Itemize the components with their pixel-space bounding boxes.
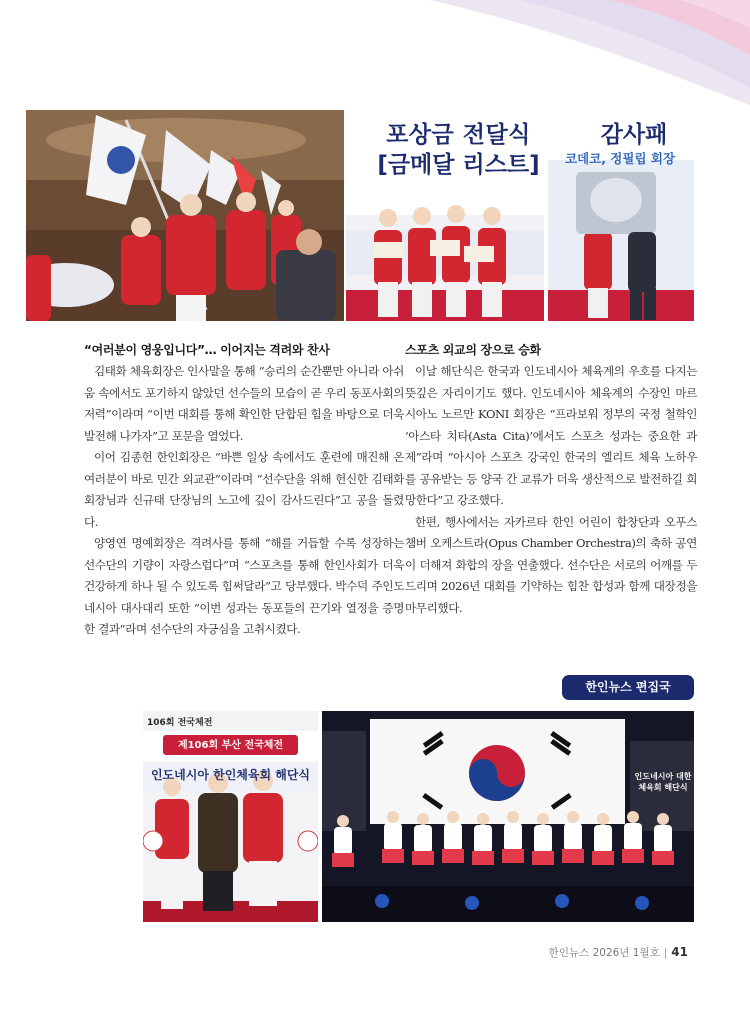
left-paragraph-3: 양영연 명예회장은 격려사를 통해 “해를 거듭할 수록 성장하는 선수단의 기량이 자랑스럽다”며 “스포츠를 통해 한인사회가 더욱 건강하게 하나 될 수 있도록 힘써달라”고 당부했다. 박수덕 주인도네시아 대사대리 또한 “이번 성과는 동포들의 끈기와 열정을 증명한 결과”라며 선수단의 자긍심을 고취시켰다.	[84, 536, 404, 636]
choir-banner-text: 인도네시아 대한체육회 해단식	[634, 772, 692, 792]
photo-award-ceremony	[346, 110, 694, 321]
group-banner-main: 제106회 부산 전국체전	[177, 740, 284, 751]
plaque-title: 감사패	[600, 122, 668, 148]
right-paragraph-1: 이날 해단식은 한국과 인도네시아 체육계의 우호를 다지는 뜻깊은 자리이기도 했다. 인도네시아 체육계의 수장인 마르시아노 노르만 KONI 회장은 “프라보워 정부의 국정 철학인 ‘아스타 치타(Asta Cita)’에서도 스포츠 성과는 중요한 과제”라며 “아시아 스포츠 강국인 한국의 엘리트 체육 노하우를 공유받는 등 양국 간 교류가 더욱 생산적으로 발전하길 희망한다”고 강조했다.	[405, 364, 697, 507]
left-paragraph-1: 김태화 체육회장은 인사말을 통해 “승리의 순간뿐만 아니라 아쉬움 속에서도 포기하지 않았던 선수들의 모습이 곧 우리 동포사회의 저력”이라며 “이번 대회를 통해 확인한 단합된 힘을 바탕으로 더욱 발전해 나가자”고 포문을 열었다.	[84, 364, 404, 443]
photo-flag-parade	[26, 110, 344, 321]
article-left-column	[84, 340, 404, 641]
header-decoration	[0, 0, 750, 110]
page-footer	[549, 945, 688, 960]
photo-children-choir	[322, 711, 694, 922]
footer-publication: 한인뉴스 2026년 1월호	[548, 947, 660, 959]
left-heading: “여러분이 영웅입니다”… 이어지는 격려와 찬사	[84, 343, 330, 357]
right-paragraph-2: 한편, 행사에서는 자카르타 한인 어린이 합창단과 오푸스 챔버 오케스트라(Opus Chamber Orchestra)의 축하 공연이 더해져 화합의 장을 연출했다. 선수단은 서로의 어깨를 두드리며 2026년 대회를 기약하는 힘찬 합성과 함께 대장정을 마무리했다.	[405, 514, 697, 615]
left-paragraph-2: 이어 김종헌 한인회장은 “바쁜 일상 속에서도 훈련에 매진해 온 여러분이 바로 민간 외교관”이라며 “선수단을 위해 헌신한 김태화 회장님과 신규태 단장님의 노고에 깊이 감사드린다”고 공을 돌렸다.	[84, 450, 404, 529]
award-title-line1: 포상금 전달식	[386, 122, 531, 148]
award-title-line2: [금메달 리스트]	[377, 152, 540, 178]
editor-byline-badge: 한인뉴스 편집국	[562, 675, 694, 700]
footer-separator: |	[663, 947, 668, 959]
photo-group-banner	[143, 711, 318, 922]
group-banner-small: 106회 전국체전	[147, 718, 213, 728]
right-heading: 스포츠 외교의 장으로 승화	[405, 343, 541, 357]
group-banner-text: 인도네시아 한인체육회 해단식	[150, 768, 311, 782]
article-right-column	[405, 340, 697, 619]
page-number: 41	[671, 945, 688, 959]
plaque-subtitle: 코데코, 정필립 회장	[564, 151, 676, 166]
